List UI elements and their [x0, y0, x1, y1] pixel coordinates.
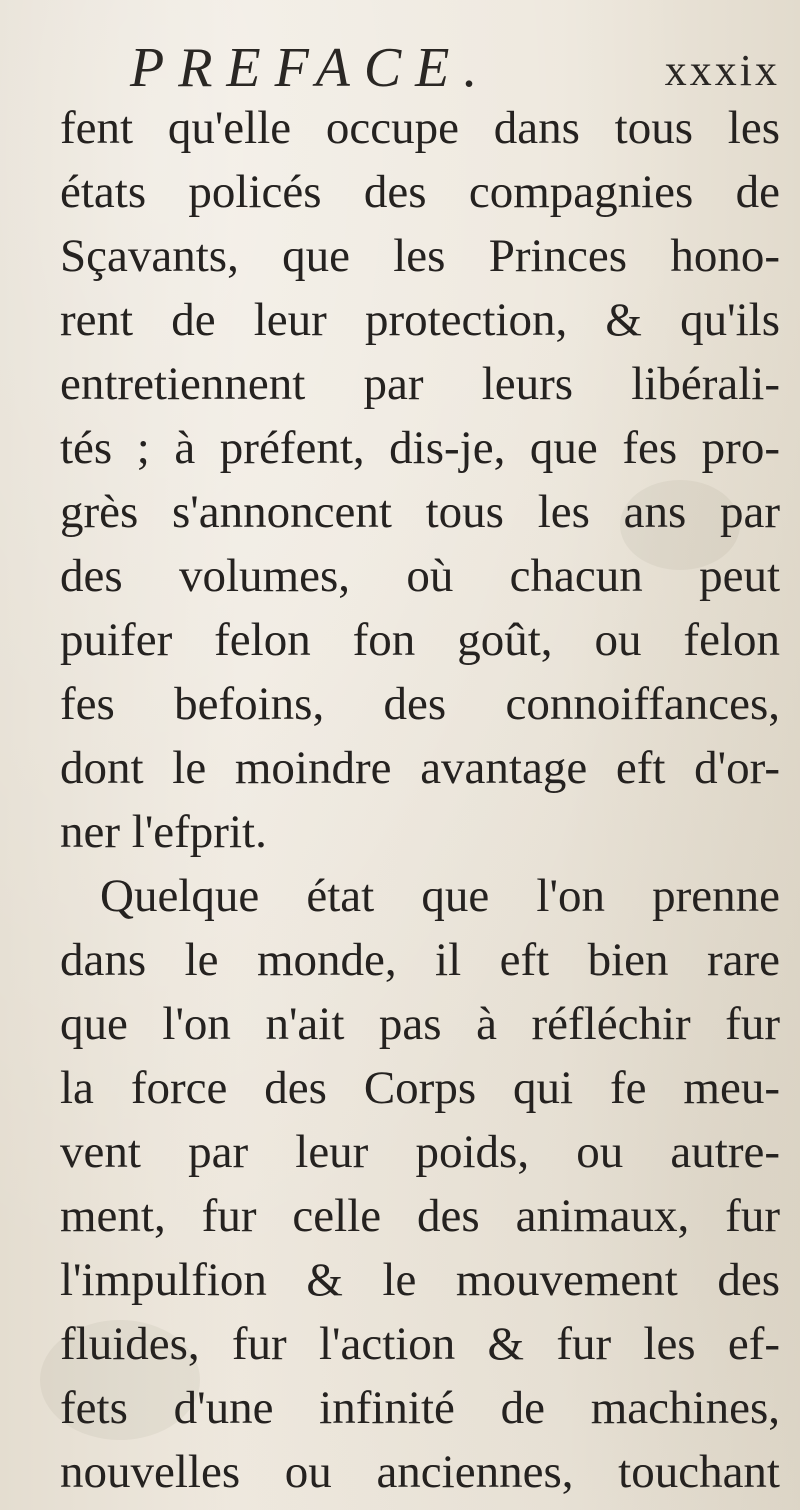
text-line: nouvelles ou anciennes, touchant: [60, 1446, 780, 1498]
text-line: Sçavants, que les Princes hono-: [60, 230, 780, 282]
text-line: dont le moindre avantage eft d'or-: [60, 742, 780, 794]
text-line: fluides, fur l'action & fur les ef-: [60, 1318, 780, 1370]
text-line: vent par leur poids, ou autre-: [60, 1126, 780, 1178]
text-line: fets d'une infinité de machines,: [60, 1382, 780, 1434]
text-line: rent de leur protection, & qu'ils: [60, 294, 780, 346]
text-line: grès s'annoncent tous les ans par: [60, 486, 780, 538]
text-line: que l'on n'ait pas à réfléchir fur: [60, 998, 780, 1050]
text-line: puifer felon fon goût, ou felon: [60, 614, 780, 666]
text-line: ner l'efprit.: [60, 806, 267, 858]
page-number: xxxix: [664, 46, 780, 95]
text-line: des volumes, où chacun peut: [60, 550, 780, 602]
text-line: Quelque état que l'on prenne: [100, 870, 780, 922]
body-text: [60, 96, 780, 1504]
text-line: ment, fur celle des animaux, fur: [60, 1190, 780, 1242]
text-line: dans le monde, il eft bien rare: [60, 934, 780, 986]
paragraph: [60, 864, 780, 1504]
text-line: fent qu'elle occupe dans tous les: [60, 102, 780, 154]
text-line: entretiennent par leurs libérali-: [60, 358, 780, 410]
page-header: [130, 30, 790, 100]
text-line: états policés des compagnies de: [60, 166, 780, 218]
text-line: l'impulfion & le mouvement des: [60, 1254, 780, 1306]
text-line: tés ; à préfent, dis-je, que fes pro-: [60, 422, 780, 474]
text-line: fes befoins, des connoiffances,: [60, 678, 780, 730]
text-line: la force des Corps qui fe meu-: [60, 1062, 780, 1114]
running-title: PREFACE.: [130, 37, 492, 99]
paragraph: [60, 96, 780, 864]
